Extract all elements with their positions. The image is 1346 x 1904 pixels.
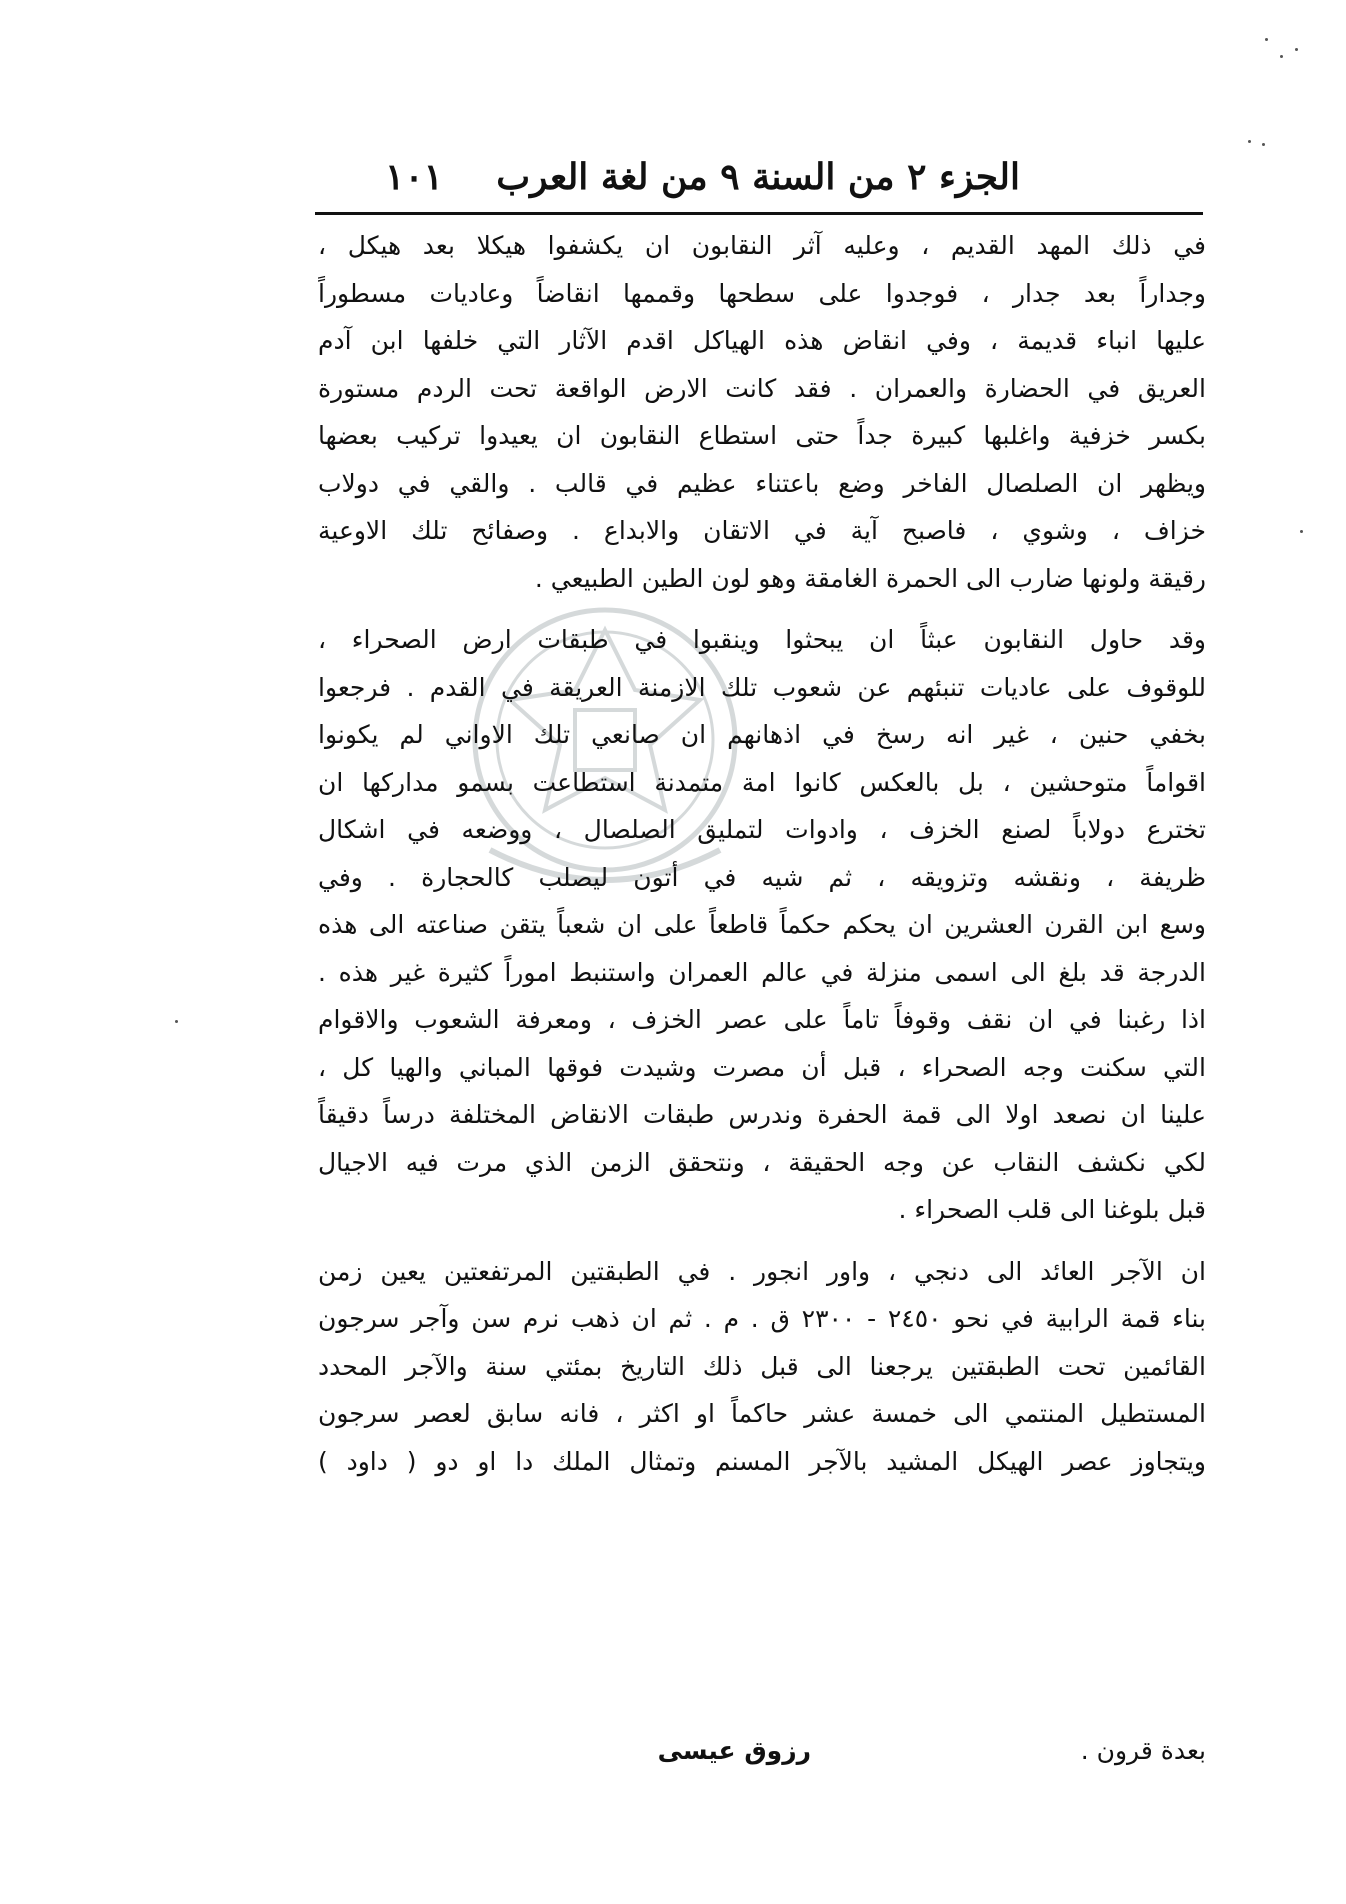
text-line: بخفي حنين ، غير انه رسخ في اذهانهم ان صانعي تلك الاواني لم يكونوا [318, 720, 1206, 749]
scan-speck [1265, 38, 1268, 41]
text-line: ويظهر ان الصلصال الفاخر وضع باعتناء عظيم في قالب . والقي في دولاب [318, 468, 1206, 498]
text-line: قبل بلوغنا الى قلب الصحراء . [898, 1195, 1206, 1224]
text-line: وقد حاول النقابون عبثاً ان يبحثوا وينقبوا في طبقات ارض الصحراء ، [318, 625, 1206, 654]
header-rule [315, 212, 1203, 215]
text-line: في ذلك المهد القديم ، وعليه آثر النقابون ان يكشفوا هيكلا بعد هيكل ، [318, 231, 1206, 260]
author-name: رزوق عيسى [657, 1736, 811, 1765]
scan-speck [1262, 143, 1265, 146]
scan-speck [1280, 55, 1283, 58]
paragraph-4 [318, 1248, 1206, 1486]
text-line: لكي نكشف النقاب عن وجه الحقيقة ، ونتحقق الزمن الذي مرت فيه الاجيال [318, 1147, 1206, 1177]
text-line: الدرجة قد بلغ الى اسمى منزلة في عالم العمران واستنبط اموراً كثيرة غير هذه . [318, 957, 1206, 987]
scan-speck [1295, 48, 1298, 51]
text-line: وجداراً بعد جدار ، فوجدوا على سطحها وقممها انقاضاً وعاديات مسطوراً [318, 278, 1206, 308]
signature-row [318, 1728, 1206, 1778]
paragraph-1 [318, 222, 1206, 602]
text-line: اذا رغبنا في ان نقف وقوفاً تاماً على عصر الخزف ، ومعرفة الشعوب والاقوام [318, 1005, 1206, 1034]
text-line: العريق في الحضارة والعمران . فقد كانت الارض الواقعة تحت الردم مستورة [318, 373, 1206, 403]
text-line: علينا ان نصعد اولا الى قمة الحفرة وندرس طبقات الانقاض المختلفة درساً دقيقاً [318, 1100, 1206, 1129]
scan-speck [1300, 530, 1303, 533]
text-line: خزاف ، وشوي ، فاصبح آية في الاتقان والابداع . وصفائح تلك الاوعية [318, 516, 1206, 545]
text-line: للوقوف على عاديات تنبئهم عن شعوب تلك الازمنة العريقة في القدم . فرجعوا [318, 672, 1206, 702]
page-number: ١٠١ [385, 156, 444, 198]
journal-header-title: الجزء ٢ من السنة ٩ من لغة العرب [496, 156, 1020, 198]
text-line: وسع ابن القرن العشرين ان يحكم حكماً قاطعاً على ان شعباً يتقن صناعته الى هذه [318, 910, 1206, 939]
page-header [300, 150, 1020, 206]
scan-speck [1248, 140, 1251, 143]
text-line: عليها انباء قديمة ، وفي انقاض هذه الهياكل اقدم الآثار التي خلفها ابن آدم [318, 326, 1206, 355]
text-line: القائمين تحت الطبقتين يرجعنا الى قبل ذلك التاريخ بمئتي سنة والآجر المحدد [318, 1351, 1206, 1381]
text-line: رقيقة ولونها ضارب الى الحمرة الغامقة وهو لون الطين الطبيعي . [534, 563, 1206, 593]
paragraph-3 [318, 996, 1206, 1234]
text-line: التي سكنت وجه الصحراء ، قبل أن مصرت وشيدت فوقها المباني والهيا كل ، [318, 1052, 1206, 1082]
article-body [318, 222, 1206, 1485]
text-line: ان الآجر العائد الى دنجي ، واور انجور . في الطبقتين المرتفعتين يعين زمن [318, 1256, 1206, 1286]
text-line: بناء قمة الرابية في نحو ٢٤٥٠ - ٢٣٠٠ ق . م . ثم ان ذهب نرم سن وآجر سرجون [318, 1304, 1206, 1333]
paragraph-2 [318, 616, 1206, 996]
text-line: ظريفة ، ونقشه وتزويقه ، ثم شيه في أتون ليصلب كالحجارة . وفي [318, 862, 1206, 892]
scan-speck [175, 1020, 178, 1023]
closing-text: بعدة قرون . [1080, 1736, 1206, 1765]
text-line: اقواماً متوحشين ، بل بالعكس كانوا امة متمدنة استطاعت بسمو مداركها ان [318, 767, 1206, 797]
text-line: المستطيل المنتمي الى خمسة عشر حاكماً او اكثر ، فانه سابق لعصر سرجون [318, 1399, 1206, 1428]
text-line: تخترع دولاباً لصنع الخزف ، وادوات لتمليق الصلصال ، ووضعه في اشكال [318, 815, 1206, 844]
text-line: ويتجاوز عصر الهيكل المشيد بالآجر المسنم وتمثال الملك دا او دو ( داود ) [318, 1446, 1206, 1476]
text-line: بكسر خزفية واغلبها كبيرة جداً حتى استطاع النقابون ان يعيدوا تركيب بعضها [318, 421, 1206, 450]
